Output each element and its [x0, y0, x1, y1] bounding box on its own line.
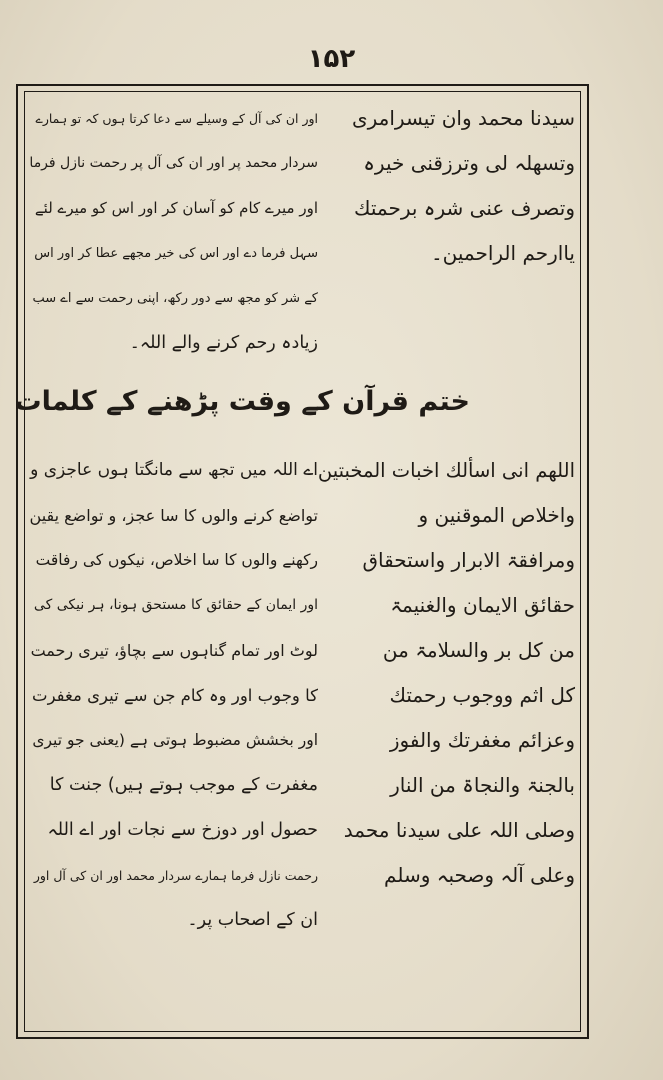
arabic-line: وتسھلہ لی وترزقنی خیرہ — [363, 151, 575, 175]
urdu-line: کا وجوب اور وہ کام جن سے تیری مغفرت — [32, 686, 318, 705]
arabic-line: بالجنۃ والنجاۃ من النار — [390, 773, 575, 797]
urdu-line: ان کے اصحاب پر۔ — [187, 910, 318, 930]
urdu-line: رحمت نازل فرما ہمارے سردار محمد اور ان کی آل اور — [33, 868, 318, 883]
urdu-line: اے اللہ میں تجھ سے مانگتا ہوں عاجزی و — [30, 460, 318, 480]
arabic-line: ومرافقۃ الابرار واستحقاق — [362, 548, 575, 572]
urdu-line: زیادہ رحم کرنے والے اللہ۔ — [129, 333, 318, 353]
urdu-line: اور میرے کام کو آسان کر اور اس کو میرے لئے — [34, 199, 318, 217]
urdu-line: رکھنے والوں کا سا اخلاص، نیکوں کی رفاقت — [35, 551, 318, 569]
arabic-line: وعلی آلہ وصحبہ وسلم — [384, 863, 575, 887]
page-number: ۱۵۲ — [307, 44, 356, 74]
arabic-line: وصلی اللہ علی سیدنا محمد — [343, 818, 575, 842]
urdu-line: مغفرت کے موجب ہوتے ہیں) جنت کا — [49, 775, 318, 795]
lower-urdu-column — [28, 448, 318, 943]
urdu-line: اور ان کی آل کے وسیلے سے دعا کرتا ہوں کہ تو ہمارے — [35, 111, 318, 126]
arabic-line: کل اثم ووجوب رحمتك — [389, 683, 575, 707]
urdu-line: اور بخشش مضبوط ہوتی ہے (یعنی جو تیری — [32, 731, 318, 749]
urdu-line: تواضع کرنے والوں کا سا عجز، و تواضع یقین — [29, 506, 318, 525]
urdu-line: اور ایمان کے حقائق کا مستحق ہونا، ہر نیکی کی — [33, 597, 318, 613]
arabic-line: اللھم انی اسألك اخبات المخبتین — [317, 459, 575, 482]
urdu-line: لوٹ اور تمام گناہوں سے بچاؤ، تیری رحمت — [30, 641, 318, 660]
upper-arabic-column — [315, 96, 575, 276]
arabic-line: وتصرف عنی شرہ برحمتك — [354, 196, 575, 220]
arabic-line: حقائق الایمان والغنیمۃ — [390, 593, 575, 617]
upper-urdu-column — [28, 96, 318, 366]
arabic-line: سیدنا محمد وان تیسرامری — [351, 106, 575, 130]
arabic-line: وعزائم مغفرتك والفوز — [389, 728, 575, 752]
arabic-line: واخلاص الموقنین و — [418, 503, 575, 527]
urdu-line: سہل فرما دے اور اس کی خیر مجھے عطا کر اور اس — [34, 246, 318, 261]
lower-arabic-column — [315, 448, 575, 898]
urdu-line: حصول اور دوزخ سے نجات اور اے اللہ — [47, 820, 318, 840]
urdu-line: سردار محمد پر اور ان کی آل پر رحمت نازل فرما — [29, 155, 318, 171]
section-heading: ختم قرآن کے وقت پڑھنے کے کلمات — [14, 386, 470, 417]
urdu-line: کے شر کو مجھ سے دور رکھ، اپنی رحمت سے اے سب — [32, 291, 318, 306]
arabic-line: من کل بر والسلامۃ من — [382, 638, 575, 662]
arabic-line: یاارحم الراحمین۔ — [430, 241, 575, 265]
